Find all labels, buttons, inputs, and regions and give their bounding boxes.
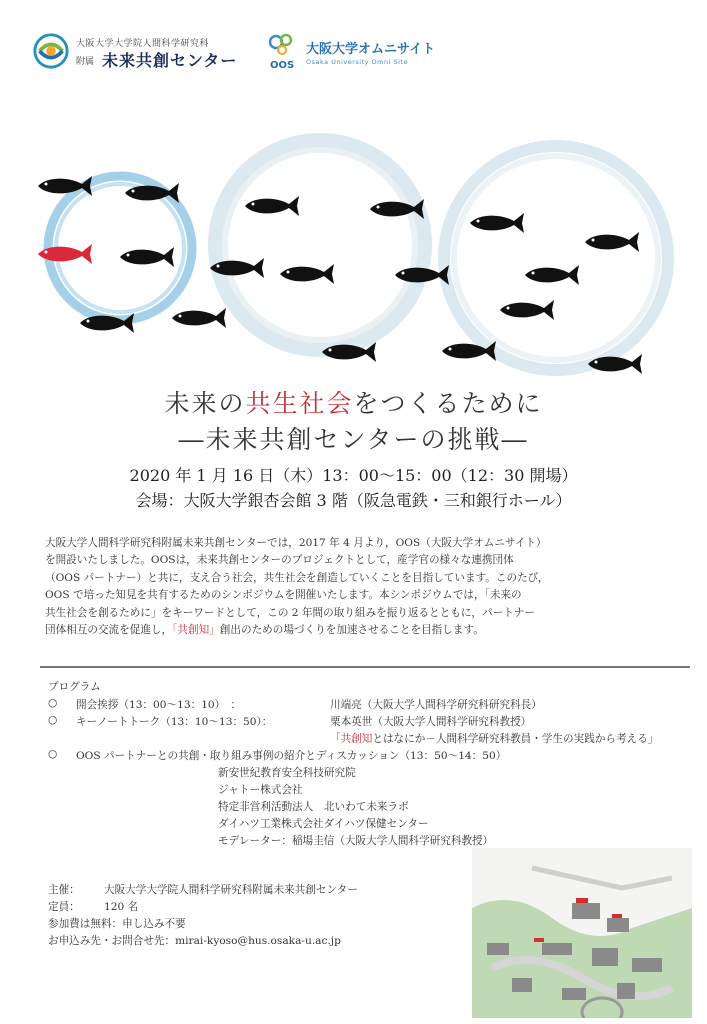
fish-icon — [500, 300, 554, 320]
partner-item: 新安世紀教育安全科技研究院 — [218, 767, 356, 779]
oos-logo-english: Osaka University Omni Site — [306, 58, 408, 66]
center-logo-name: 未来共創センター — [102, 51, 238, 70]
fish-icon — [280, 264, 334, 284]
program-heading: プログラム — [48, 681, 101, 693]
fish-icon — [245, 196, 299, 216]
intro-paragraph: 大阪大学人間科学研究科附属未来共創センターでは，2017 年 4 月より，OOS（大阪大学オムニサイト） を開設いたしました。OOSは，未来共創センターのプロジェクトとして，産学官の様々な連携団体 （OOS パートナー）と共に，支え合う社会，共生社会を創造していくことを目指しています。このたび， OOS で培った知見を共有するためのシンポジウムを開催いたします。本シンポジウムでは，「未来の 共生社会を創るために」をキーワードとして，この 2 年間の取り組みを振り返るとともに，パートナー 団体相互の交流を促進し，「共創知」創出のための場づくりを加速させることを目指します。 — [45, 537, 549, 637]
fee: 参加費は無料：申し込み不要 — [48, 918, 186, 930]
capacity: 120 名 — [104, 901, 139, 913]
event-venue: 会場：大阪大学銀杏会館 3 階（阪急電鉄・三和銀行ホール） — [135, 491, 572, 510]
program-item-keynote-subtitle: 「共創知とはなにか－人間科学研究科教員・学生の実践から考える」 — [330, 733, 659, 745]
host: 大阪大学大学院人間科学研究科附属未来共創センター — [104, 884, 358, 896]
center-logo-prefix: 附属 — [76, 57, 95, 67]
program-item-keynote-label: キーノートトーク（13：10～13：50）： — [76, 716, 273, 728]
program-item-opening: ○ — [48, 697, 58, 709]
middle-ring — [215, 140, 425, 350]
partner-item: ジャトー株式会社 — [218, 784, 303, 796]
program-item-keynote-bullet: ○ — [48, 714, 58, 726]
main-title-line1: 未来の共生社会をつくるために — [164, 389, 543, 418]
capacity-label: 定員： — [48, 901, 80, 913]
program-item-discussion-label: OOS パートナーとの共創・取り組み事例の紹介とディスカッション（13：50～14：50） — [76, 750, 507, 762]
program-item-opening-speaker: 川端亮（大阪大学人間科学研究科研究科長） — [330, 699, 542, 711]
partner-item: 特定非営利活動法人 北いわて未来ラボ — [218, 801, 409, 813]
right-ring — [444, 146, 668, 370]
fish-icon — [585, 232, 639, 252]
main-title-line2: ―未来共創センターの挑戦― — [178, 425, 529, 454]
program-item-keynote-speaker: 栗本英世（大阪大学人間科学研究科教授） — [330, 716, 532, 728]
fish-icon — [470, 213, 524, 233]
program-item-discussion-bullet: ○ — [48, 748, 58, 760]
oos-logo — [268, 32, 468, 76]
title-highlight: 共生社会 — [245, 389, 354, 418]
center-logo-mark-icon — [32, 32, 70, 70]
moderator: モデレーター：稲場圭信（大阪大学人間科学研究科教授） — [218, 835, 494, 847]
fish-circles-illustration — [0, 120, 707, 390]
fish-icon — [525, 265, 579, 285]
event-date: 2020 年 1 月 16 日（木）13：00～15：00（12：30 開場） — [129, 466, 578, 485]
oos-abbr: OOS — [270, 60, 295, 71]
section-divider — [40, 666, 690, 668]
intro-highlight: 「共創知」 — [172, 624, 220, 637]
oos-logo-mark-icon — [268, 32, 298, 72]
oos-logo-name: 大阪大学オムニサイト — [306, 42, 436, 57]
partner-item: ダイハツ工業株式会社ダイハツ保健センター — [218, 818, 429, 830]
fish-icon — [172, 308, 226, 328]
campus-map — [472, 848, 692, 1018]
fish-icon — [120, 247, 174, 267]
host-label: 主催： — [48, 884, 80, 896]
center-logo — [32, 30, 282, 76]
center-logo-subtitle: 大阪大学大学院人間科学研究科 — [76, 39, 210, 49]
program-item-opening-label: 開会挨拶（13：00～13：10） ： — [76, 699, 242, 711]
contact: お申込み先・お問合せ先：mirai-kyoso@hus.osaka-u.ac.jp — [48, 935, 341, 947]
